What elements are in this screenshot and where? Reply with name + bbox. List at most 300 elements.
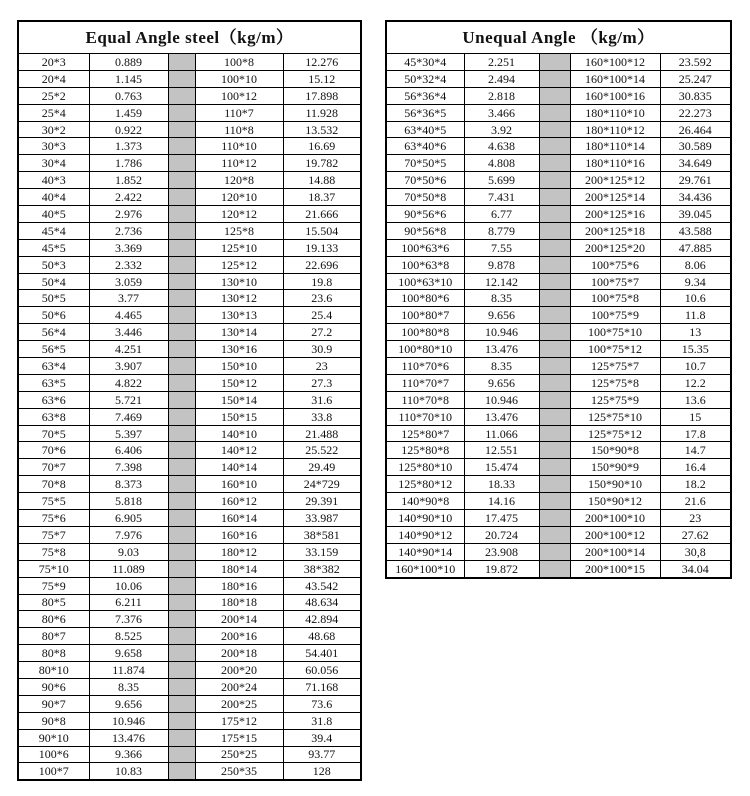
table-row (18, 526, 361, 543)
weight-cell: 100*75*8 (570, 290, 660, 307)
weight-cell: 7.431 (464, 189, 539, 206)
table-row (386, 256, 731, 273)
weight-cell: 150*90*8 (570, 442, 660, 459)
weight-cell: 200*24 (195, 678, 283, 695)
spec-cell: 16.4 (660, 459, 731, 476)
weight-cell: 130*14 (195, 324, 283, 341)
spacer-cell (168, 222, 195, 239)
weight-cell: 5.818 (89, 493, 168, 510)
spacer-cell (168, 138, 195, 155)
spacer-cell (168, 526, 195, 543)
weight-cell: 9.656 (89, 695, 168, 712)
table-row (386, 543, 731, 560)
weight-cell: 180*110*14 (570, 138, 660, 155)
spacer-cell (539, 290, 570, 307)
weight-cell: 130*16 (195, 341, 283, 358)
weight-cell: 100*12 (195, 87, 283, 104)
weight-cell: 18.33 (464, 476, 539, 493)
spec-cell: 125*80*8 (386, 442, 464, 459)
spec-cell: 63*6 (18, 391, 89, 408)
spacer-cell (168, 442, 195, 459)
spacer-cell (539, 189, 570, 206)
weight-cell: 8.35 (464, 290, 539, 307)
spec-cell: 125*80*10 (386, 459, 464, 476)
spec-cell: 19.8 (283, 273, 361, 290)
table-row (386, 408, 731, 425)
table-row (18, 628, 361, 645)
spacer-cell (168, 206, 195, 223)
spec-cell: 43.588 (660, 222, 731, 239)
table-row (386, 476, 731, 493)
spec-cell: 8.06 (660, 256, 731, 273)
spec-cell: 40*3 (18, 172, 89, 189)
weight-cell: 3.907 (89, 358, 168, 375)
spacer-cell (168, 729, 195, 746)
weight-cell: 120*8 (195, 172, 283, 189)
spec-cell: 25*4 (18, 104, 89, 121)
table-row (18, 425, 361, 442)
spec-cell: 34.04 (660, 560, 731, 577)
weight-cell: 125*75*8 (570, 374, 660, 391)
weight-cell: 0.889 (89, 54, 168, 71)
spec-cell: 33.159 (283, 543, 361, 560)
weight-cell: 130*13 (195, 307, 283, 324)
spacer-cell (539, 138, 570, 155)
spec-cell: 80*10 (18, 662, 89, 679)
table-row (386, 70, 731, 87)
weight-cell: 3.77 (89, 290, 168, 307)
table-row (386, 239, 731, 256)
spec-cell: 29.391 (283, 493, 361, 510)
table-title-row (386, 21, 731, 54)
spec-cell: 39.4 (283, 729, 361, 746)
spacer-cell (168, 290, 195, 307)
spec-cell: 30.589 (660, 138, 731, 155)
spec-cell: 12.276 (283, 54, 361, 71)
spec-cell: 34.436 (660, 189, 731, 206)
spec-cell: 12.2 (660, 374, 731, 391)
table-row (386, 290, 731, 307)
spec-cell: 90*56*8 (386, 222, 464, 239)
spec-cell: 70*6 (18, 442, 89, 459)
weight-cell: 9.656 (464, 374, 539, 391)
weight-cell: 2.422 (89, 189, 168, 206)
table-row (386, 54, 731, 71)
table-row (18, 391, 361, 408)
spacer-cell (539, 560, 570, 577)
equal-angle-title: Equal Angle steel（kg/m） (18, 21, 361, 54)
weight-cell: 200*100*14 (570, 543, 660, 560)
spacer-cell (168, 543, 195, 560)
weight-cell: 130*12 (195, 290, 283, 307)
weight-cell: 5.699 (464, 172, 539, 189)
spec-cell: 70*7 (18, 459, 89, 476)
table-row (386, 121, 731, 138)
spec-cell: 11.928 (283, 104, 361, 121)
weight-cell: 200*16 (195, 628, 283, 645)
spec-cell: 11.8 (660, 307, 731, 324)
weight-cell: 4.808 (464, 155, 539, 172)
weight-cell: 13.476 (89, 729, 168, 746)
spec-cell: 29.49 (283, 459, 361, 476)
weight-cell: 4.251 (89, 341, 168, 358)
table-row (18, 408, 361, 425)
spacer-cell (539, 493, 570, 510)
weight-cell: 180*110*10 (570, 104, 660, 121)
spacer-cell (539, 358, 570, 375)
weight-cell: 160*10 (195, 476, 283, 493)
weight-cell: 200*25 (195, 695, 283, 712)
weight-cell: 160*100*16 (570, 87, 660, 104)
weight-cell: 8.373 (89, 476, 168, 493)
spec-cell: 80*5 (18, 594, 89, 611)
spec-cell: 31.8 (283, 712, 361, 729)
weight-cell: 4.822 (89, 374, 168, 391)
weight-cell: 200*14 (195, 611, 283, 628)
weight-cell: 130*10 (195, 273, 283, 290)
spacer-cell (539, 476, 570, 493)
weight-cell: 1.852 (89, 172, 168, 189)
weight-cell: 200*125*16 (570, 206, 660, 223)
spacer-cell (168, 459, 195, 476)
weight-cell: 150*90*12 (570, 493, 660, 510)
table-row (18, 560, 361, 577)
weight-cell: 11.874 (89, 662, 168, 679)
table-row (386, 459, 731, 476)
spec-cell: 34.649 (660, 155, 731, 172)
weight-cell: 180*18 (195, 594, 283, 611)
weight-cell: 175*15 (195, 729, 283, 746)
spec-cell: 30*3 (18, 138, 89, 155)
spec-cell: 50*6 (18, 307, 89, 324)
spec-cell: 100*6 (18, 746, 89, 763)
spec-cell: 73.6 (283, 695, 361, 712)
table-row (18, 189, 361, 206)
spacer-cell (539, 408, 570, 425)
table-row (18, 121, 361, 138)
table-row (386, 189, 731, 206)
table-row (18, 594, 361, 611)
spec-cell: 100*63*6 (386, 239, 464, 256)
spec-cell: 100*80*8 (386, 324, 464, 341)
weight-cell: 10.83 (89, 763, 168, 780)
spec-cell: 20*4 (18, 70, 89, 87)
spec-cell: 15 (660, 408, 731, 425)
spec-cell: 100*63*8 (386, 256, 464, 273)
spacer-cell (539, 104, 570, 121)
weight-cell: 110*10 (195, 138, 283, 155)
table-row (386, 510, 731, 527)
table-row (18, 611, 361, 628)
spec-cell: 90*56*6 (386, 206, 464, 223)
spacer-cell (168, 594, 195, 611)
spec-cell: 90*6 (18, 678, 89, 695)
spacer-cell (168, 189, 195, 206)
weight-cell: 2.818 (464, 87, 539, 104)
weight-cell: 4.638 (464, 138, 539, 155)
spec-cell: 42.894 (283, 611, 361, 628)
spacer-cell (168, 70, 195, 87)
spacer-cell (539, 543, 570, 560)
spec-cell: 18.37 (283, 189, 361, 206)
weight-cell: 7.976 (89, 526, 168, 543)
table-row (386, 341, 731, 358)
weight-cell: 100*8 (195, 54, 283, 71)
weight-cell: 1.145 (89, 70, 168, 87)
weight-cell: 19.872 (464, 560, 539, 577)
spacer-cell (539, 324, 570, 341)
weight-cell: 12.142 (464, 273, 539, 290)
weight-cell: 0.922 (89, 121, 168, 138)
weight-cell: 2.976 (89, 206, 168, 223)
spec-cell: 56*36*4 (386, 87, 464, 104)
spec-cell: 110*70*8 (386, 391, 464, 408)
spec-cell: 110*70*10 (386, 408, 464, 425)
weight-cell: 14.16 (464, 493, 539, 510)
weight-cell: 125*75*7 (570, 358, 660, 375)
table-row (18, 155, 361, 172)
weight-cell: 125*10 (195, 239, 283, 256)
table-row (18, 290, 361, 307)
spec-cell: 90*10 (18, 729, 89, 746)
table-row (18, 374, 361, 391)
table-row (386, 442, 731, 459)
table-row (386, 206, 731, 223)
spacer-cell (168, 425, 195, 442)
spacer-cell (168, 358, 195, 375)
table-row (18, 712, 361, 729)
weight-cell: 20.724 (464, 526, 539, 543)
weight-cell: 11.089 (89, 560, 168, 577)
weight-cell: 23.908 (464, 543, 539, 560)
spec-cell: 30*2 (18, 121, 89, 138)
spec-cell: 18.2 (660, 476, 731, 493)
table-row (386, 155, 731, 172)
weight-cell: 5.721 (89, 391, 168, 408)
spec-cell: 29.761 (660, 172, 731, 189)
table-row (18, 239, 361, 256)
weight-cell: 1.459 (89, 104, 168, 121)
spacer-cell (539, 341, 570, 358)
weight-cell: 100*10 (195, 70, 283, 87)
spec-cell: 56*4 (18, 324, 89, 341)
spec-cell: 10.7 (660, 358, 731, 375)
spec-cell: 70*5 (18, 425, 89, 442)
table-row (18, 256, 361, 273)
spec-cell: 70*50*6 (386, 172, 464, 189)
spec-cell: 25.522 (283, 442, 361, 459)
spec-cell: 23.592 (660, 54, 731, 71)
table-row (18, 87, 361, 104)
weight-cell: 160*14 (195, 510, 283, 527)
spec-cell: 140*90*8 (386, 493, 464, 510)
table-row (18, 172, 361, 189)
spec-cell: 56*36*5 (386, 104, 464, 121)
weight-cell: 140*12 (195, 442, 283, 459)
table-row (18, 577, 361, 594)
spec-cell: 128 (283, 763, 361, 780)
weight-cell: 2.332 (89, 256, 168, 273)
spec-cell: 13 (660, 324, 731, 341)
weight-cell: 140*10 (195, 425, 283, 442)
spacer-cell (539, 256, 570, 273)
weight-cell: 3.446 (89, 324, 168, 341)
spec-cell: 100*80*6 (386, 290, 464, 307)
spec-cell: 160*100*10 (386, 560, 464, 577)
weight-cell: 100*75*7 (570, 273, 660, 290)
table-row (18, 70, 361, 87)
weight-cell: 150*90*10 (570, 476, 660, 493)
weight-cell: 8.35 (89, 678, 168, 695)
spacer-cell (168, 763, 195, 780)
weight-cell: 9.03 (89, 543, 168, 560)
spacer-cell (539, 510, 570, 527)
spec-cell: 75*6 (18, 510, 89, 527)
spacer-cell (539, 121, 570, 138)
spacer-cell (168, 54, 195, 71)
spec-cell: 23 (660, 510, 731, 527)
table-row (386, 87, 731, 104)
unequal-angle-title: Unequal Angle （kg/m） (386, 21, 731, 54)
spacer-cell (539, 526, 570, 543)
spacer-cell (168, 172, 195, 189)
spec-cell: 80*8 (18, 645, 89, 662)
spec-cell: 45*30*4 (386, 54, 464, 71)
table-row (18, 695, 361, 712)
table-row (18, 729, 361, 746)
spacer-cell (168, 155, 195, 172)
spec-cell: 33.987 (283, 510, 361, 527)
spec-cell: 90*7 (18, 695, 89, 712)
table-row (386, 273, 731, 290)
table-row (18, 662, 361, 679)
spec-cell: 50*4 (18, 273, 89, 290)
weight-cell: 10.06 (89, 577, 168, 594)
table-row (18, 763, 361, 780)
spec-cell: 75*5 (18, 493, 89, 510)
weight-cell: 9.658 (89, 645, 168, 662)
spec-cell: 45*5 (18, 239, 89, 256)
spec-cell: 23 (283, 358, 361, 375)
spec-cell: 25.247 (660, 70, 731, 87)
spacer-cell (168, 662, 195, 679)
spec-cell: 70*50*5 (386, 155, 464, 172)
spec-cell: 75*7 (18, 526, 89, 543)
weight-cell: 2.736 (89, 222, 168, 239)
weight-cell: 150*10 (195, 358, 283, 375)
table-row (18, 678, 361, 695)
spec-cell: 63*5 (18, 374, 89, 391)
weight-cell: 160*12 (195, 493, 283, 510)
spec-cell: 70*8 (18, 476, 89, 493)
spec-cell: 100*80*7 (386, 307, 464, 324)
spec-cell: 39.045 (660, 206, 731, 223)
spacer-cell (168, 476, 195, 493)
weight-cell: 180*16 (195, 577, 283, 594)
spacer-cell (539, 87, 570, 104)
spec-cell: 14.7 (660, 442, 731, 459)
spec-cell: 63*4 (18, 358, 89, 375)
spacer-cell (539, 172, 570, 189)
weight-cell: 175*12 (195, 712, 283, 729)
spacer-cell (168, 408, 195, 425)
weight-cell: 10.946 (464, 324, 539, 341)
weight-cell: 10.946 (89, 712, 168, 729)
spacer-cell (168, 510, 195, 527)
weight-cell: 12.551 (464, 442, 539, 459)
spec-cell: 38*382 (283, 560, 361, 577)
weight-cell: 200*20 (195, 662, 283, 679)
spacer-cell (168, 121, 195, 138)
spec-cell: 21.6 (660, 493, 731, 510)
table-row (386, 307, 731, 324)
spec-cell: 21.666 (283, 206, 361, 223)
table-row (18, 459, 361, 476)
table-row (386, 104, 731, 121)
spec-cell: 31.6 (283, 391, 361, 408)
weight-cell: 100*75*9 (570, 307, 660, 324)
weight-cell: 150*12 (195, 374, 283, 391)
spec-cell: 19.782 (283, 155, 361, 172)
spacer-cell (168, 87, 195, 104)
weight-cell: 120*10 (195, 189, 283, 206)
spacer-cell (168, 324, 195, 341)
weight-cell: 200*100*10 (570, 510, 660, 527)
spec-cell: 13.532 (283, 121, 361, 138)
weight-cell: 100*75*6 (570, 256, 660, 273)
spacer-cell (539, 273, 570, 290)
spec-cell: 16.69 (283, 138, 361, 155)
spec-cell: 50*5 (18, 290, 89, 307)
table-row (18, 273, 361, 290)
spec-cell: 19.133 (283, 239, 361, 256)
spec-cell: 100*80*10 (386, 341, 464, 358)
spec-cell: 100*7 (18, 763, 89, 780)
weight-cell: 160*100*14 (570, 70, 660, 87)
spec-cell: 50*32*4 (386, 70, 464, 87)
weight-cell: 7.398 (89, 459, 168, 476)
table-row (18, 222, 361, 239)
weight-cell: 7.55 (464, 239, 539, 256)
spacer-cell (168, 341, 195, 358)
weight-cell: 150*15 (195, 408, 283, 425)
spacer-cell (539, 307, 570, 324)
weight-cell: 200*18 (195, 645, 283, 662)
spacer-cell (539, 70, 570, 87)
spacer-cell (168, 104, 195, 121)
spec-cell: 30.835 (660, 87, 731, 104)
spec-cell: 17.898 (283, 87, 361, 104)
spec-cell: 75*9 (18, 577, 89, 594)
spacer-cell (168, 678, 195, 695)
weight-cell: 125*8 (195, 222, 283, 239)
spec-cell: 100*63*10 (386, 273, 464, 290)
weight-cell: 7.469 (89, 408, 168, 425)
spacer-cell (539, 442, 570, 459)
spec-cell: 9.34 (660, 273, 731, 290)
weight-cell: 125*75*10 (570, 408, 660, 425)
spec-cell: 47.885 (660, 239, 731, 256)
spacer-cell (539, 222, 570, 239)
spec-cell: 63*8 (18, 408, 89, 425)
spec-cell: 80*6 (18, 611, 89, 628)
spacer-cell (539, 206, 570, 223)
spec-cell: 60.056 (283, 662, 361, 679)
table-row (18, 543, 361, 560)
table-row (18, 493, 361, 510)
weight-cell: 200*125*12 (570, 172, 660, 189)
table-row (18, 341, 361, 358)
